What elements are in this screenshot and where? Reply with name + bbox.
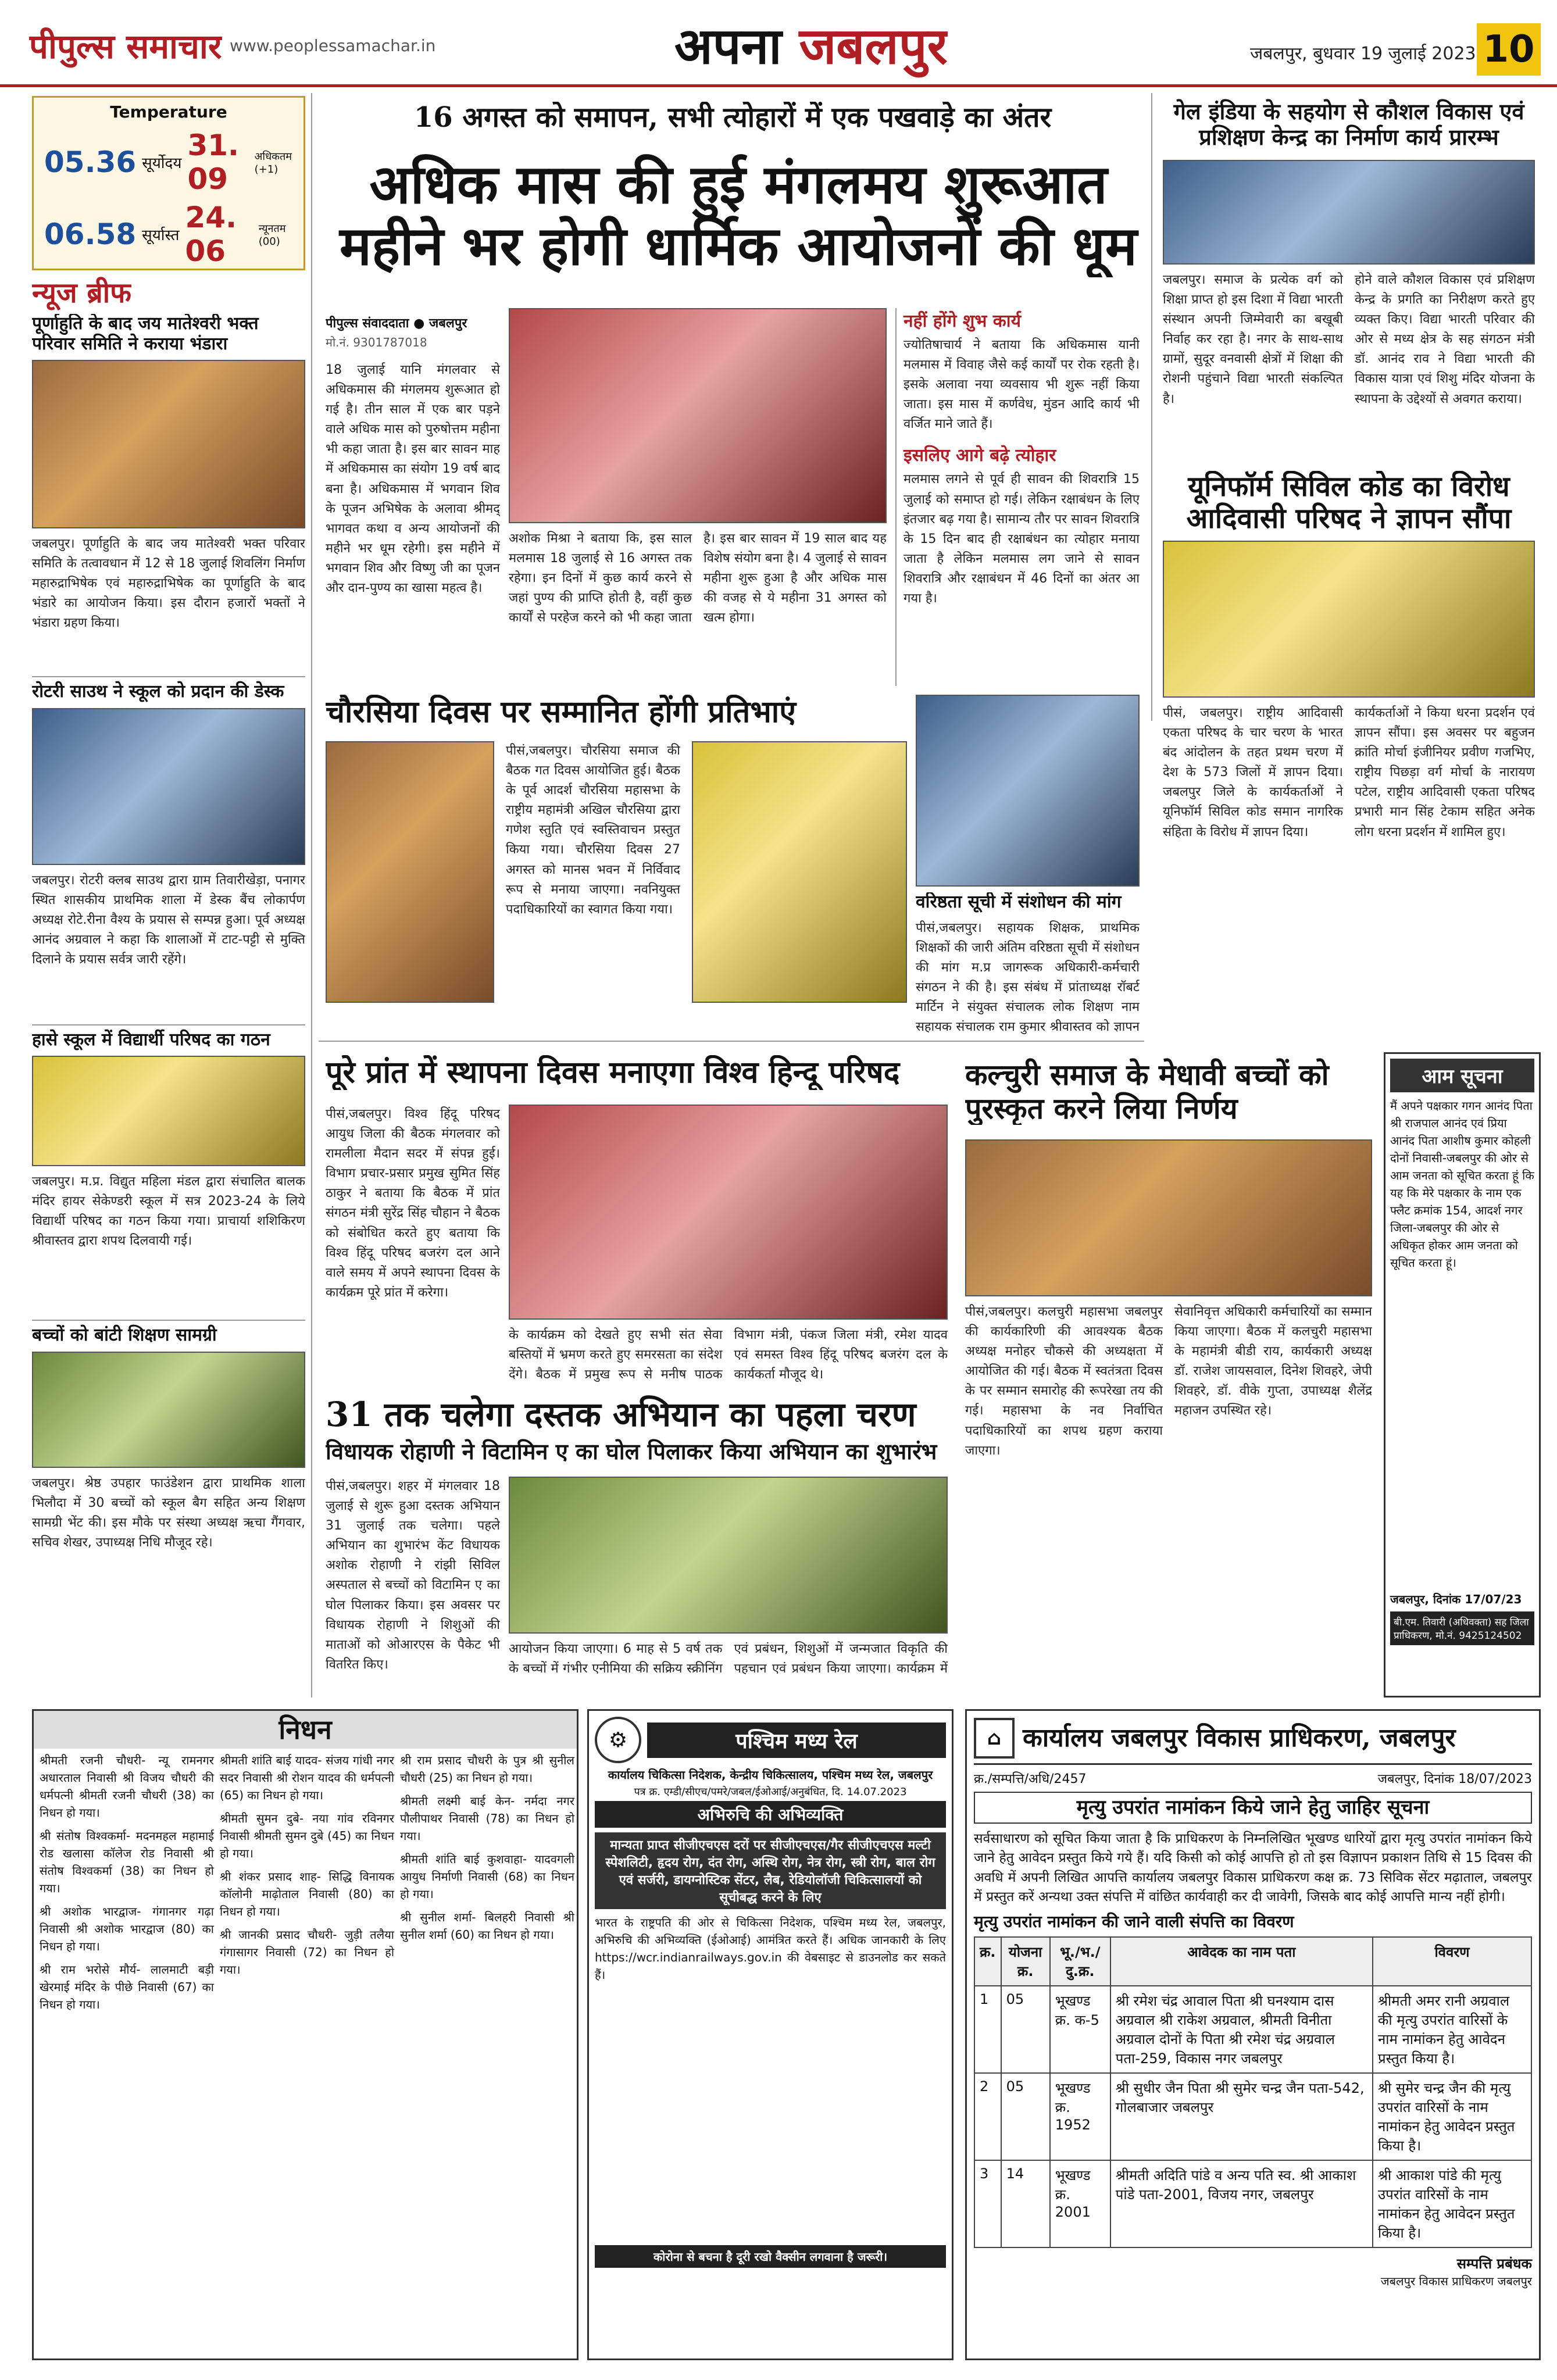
- column-rule: [311, 93, 312, 1698]
- lead-photo: [509, 308, 887, 523]
- max-label: अधिकतम (+1): [254, 150, 292, 176]
- brief-1-body: जबलपुर। पूर्णाहुति के बाद जय मातेश्वरी भक्त परिवार समिति के तत्वावधान में 12 से 18 जुलाई शिवलिंग निर्माण महारुद्राभिषेक एवं महारुद्राभिषेक का पूर्णाहुति के बाद भंडारे का आयोजन किया। इस दौरान हजारों भक्तों ने भंडारा ग्रहण किया।: [32, 537, 305, 631]
- obituaries-col-3: [400, 1752, 574, 1949]
- section-prefix: अपना: [674, 17, 799, 76]
- jda-table-title: मृत्यु उपरांत नामांकन की जाने वाली संपत्ति का विवरण: [974, 1912, 1294, 1932]
- sunset-label: सूर्यास्त: [142, 227, 180, 244]
- varishtata-headline: वरिष्ठता सूची में संशोधन की मांग: [916, 892, 1122, 912]
- section-rule: [319, 1041, 1144, 1042]
- kalchuri-body-2: सेवानिवृत्त अधिकारी कर्मचारियों का सम्मान किया जाएगा। बैठक में कलचुरी महासभा के महामंत्री बीडी राय, कार्यकारी अध्यक्ष डॉ. राजेश जायसवाल, दिनेश शिवहरे, जेपी शिवहरे, डॉ. वीके गुप्ता, उपाध्यक्ष शैलेंद्र महाजन उपस्थित रहे।: [1174, 1305, 1372, 1418]
- table-cell: श्री सुधीर जैन पिता श्री सुमेर चन्द्र जैन पता-542, गोलबाजार जबलपुर: [1110, 2073, 1373, 2160]
- kalchuri-photo: [965, 1139, 1372, 1296]
- min-temp: 24. 06: [185, 201, 237, 268]
- table-body: [974, 1986, 1531, 2247]
- railway-notice-title: अभिरुचि की अभिव्यक्ति: [595, 1801, 946, 1828]
- jda-property-table: [974, 1936, 1532, 2248]
- vhp-photo: [509, 1105, 948, 1320]
- ucc-photo: [1163, 541, 1535, 698]
- dastak-headline: 31 तक चलेगा दस्तक अभियान का पहला चरण: [326, 1395, 916, 1434]
- table-header-row: [974, 1937, 1531, 1986]
- jda-logo-icon: ⌂: [974, 1718, 1015, 1759]
- gail-body: जबलपुर। समाज के प्रत्येक वर्ग को शिक्षा प्राप्त हो इस दिशा में विद्या भारती संस्थान अपनी जिम्मेवारी का बखूबी निर्वाह कर रहा है। नगर के साथ-साथ ग्रामों, सुदूर वनवासी क्षेत्रों में शिक्षा की रोशनी पहुंचाने विद्या भारती संकल्पित है।: [1163, 273, 1343, 406]
- obituaries-title: निधन: [34, 1711, 577, 1749]
- brief-1-headline: पूर्णाहुति के बाद जय मातेश्वरी भक्त परिवार समिति ने कराया भंडारा: [32, 314, 259, 354]
- chaurasia-body: पीसं,जबलपुर। चौरसिया समाज की बैठक गत दिवस आयोजित हुई। बैठक के पूर्व आदर्श चौरसिया महासभा के राष्ट्रीय महामंत्री अखिल चौरसिया द्वारा गणेश स्तुति एवं स्वस्तिवाचन प्रस्तुत किया गया। चौरसिया दिवस 27 अगस्त को मानस भवन में निर्विवाद रूप से मनाया जाएगा। नवनियुक्त पदाधिकारियों का स्वागत किया गया।: [506, 744, 680, 917]
- ucc-body-2: कार्यकर्ताओं ने किया धरना प्रदर्शन एवं ज्ञापन सौंपा। इस अवसर पर बहुजन क्रांति मोर्चा इंजीनियर प्रवीण गजभिए, राष्ट्रीय पिछड़ा वर्ग मोर्चा के नारायण पटेल, राष्ट्रीय आदिवासी एकता परिषद प्रभारी मान सिंह टेकाम सहित अनेक लोग धरना प्रदर्शन में शामिल हुए।: [1355, 706, 1535, 839]
- gail-photo: [1163, 160, 1535, 265]
- section-city: जबलपुर: [799, 17, 948, 76]
- gail-headline: गेल इंडिया के सहयोग से कौशल विकास एवं प्रशिक्षण केन्द्र का निर्माण कार्य प्रारम्भ: [1173, 99, 1524, 150]
- public-notice-title: आम सूचना: [1390, 1059, 1534, 1092]
- brief-2-body: जबलपुर। रोटरी क्लब साउथ द्वारा ग्राम तिवारीखेड़ा, पनागर स्थित शासकीय प्राथमिक शाला में डेस्क बैंच लोकार्पण अध्यक्ष रोटे.रीना वैश्य के प्रयास से सम्पन्न हुआ। पूर्व अध्यक्ष आनंद अग्रवाल ने कहा कि शालाओं में टाट-पट्टी से मुक्ति दिलाने के प्रयास सर्वत्र जारी रहेंगे।: [32, 873, 305, 967]
- brief-1-photo: [32, 360, 305, 528]
- table-header-cell: योजना क्र.: [1001, 1937, 1050, 1986]
- railway-footer: कोरोना से बचना है दूरी रखो वैक्सीन लगवाना है जरूरी।: [595, 2245, 946, 2268]
- brief-4-photo: [32, 1352, 305, 1468]
- lead-byline: पीपुल्स संवाददाता ● जबलपुर: [326, 316, 467, 331]
- dastak-body: पीसं,जबलपुर। शहर में मंगलवार 18 जुलाई से शुरू हुआ दस्तक अभियान 31 जुलाई तक चलेगा। पहले अभियान का शुभारंभ केंट विधायक अशोक रोहाणी ने रांझी सिविल अस्पताल से बच्चों को विटामिन ए का घोल पिलाकर किया। इस अवसर पर विधायक रोहाणी ने शिशुओं की माताओं को ओआरएस के पैकेट भी वितरित किए।: [326, 1479, 500, 1672]
- public-notice-date: जबलपुर, दिनांक 17/07/23: [1390, 1592, 1522, 1606]
- table-cell: श्रीमती अमर रानी अग्रवाल की मृत्यु उपरांत वारिसों के नाम नामांकन हेतु आवेदन प्रस्तुत किया है।: [1373, 1986, 1531, 2073]
- chaurasia-photo-2: [692, 741, 907, 1003]
- issue-date: जबलपुर, बुधवार 19 जुलाई 2023: [1250, 44, 1476, 64]
- table-cell: श्री सुमेर चन्द्र जैन की मृत्यु उपरांत वारिसों के नाम नामांकन हेतु आवेदन प्रस्तुत किया है।: [1373, 2073, 1531, 2160]
- brief-2-headline: रोटरी साउथ ने स्कूल को प्रदान की डेस्क: [32, 676, 305, 702]
- lead-side-head-1: नहीं होंगे शुभ कार्य: [904, 311, 1021, 331]
- table-cell: श्री रमेश चंद्र आवाल पिता श्री घनश्याम दास अग्रवाल श्री राकेश अग्रवाल, श्रीमती विनीता अग्रवाल दोनों के पिता श्री रमेश चंद्र अग्रवाल पता-259, विकास नगर जबलपुर: [1110, 1986, 1373, 2073]
- max-temp: 31. 09: [187, 128, 240, 196]
- public-notice-advocate: बी.एम. तिवारी (अधिवक्ता) सह जिला प्राधिकरण, मो.नं. 9425124502: [1390, 1611, 1534, 1645]
- table-cell: भूखण्ड क्र. क-5: [1050, 1986, 1110, 2073]
- jda-sign-org: जबलपुर विकास प्राधिकरण जबलपुर: [1380, 2274, 1532, 2288]
- vhp-body-2: के कार्यक्रम को देखते हुए सभी संत सेवा बस्तियों में भ्रमण करते हुए समरसता का संदेश देंगे। बैठक में प्रमुख रूप से मनीष पाठक विभाग मंत्री, पंकज जिला मंत्री, रमेश यादव एवं समस्त विश्व हिंदू परिषद बजरंग दल के कार्यकर्ता मौजूद थे।: [509, 1328, 948, 1382]
- obituary-item: श्रीमती शांति बाई यादव- संजय गांधी नगर सदर निवासी श्री रोशन यादव की धर्मपत्नी (65) का निधन हो गया।: [220, 1753, 394, 1802]
- obituaries: [32, 1709, 578, 2360]
- table-header-cell: क्र.: [974, 1937, 1001, 1986]
- dastak-photo: [509, 1477, 948, 1634]
- table-cell: 05: [1001, 2073, 1050, 2160]
- lead-sidebar: [895, 308, 1140, 686]
- brief-3-body: जबलपुर। म.प्र. विद्युत महिला मंडल द्वारा संचालित बालक मंदिर हायर सेकेण्डरी स्कूल में सत्र 2023-24 के लिये विद्यार्थी परिषद का गठन किया गया। प्राचार्या शशिकिरण श्रीवास्तव द्वारा शपथ दिलवायी गई।: [32, 1174, 305, 1249]
- obituary-item: श्रीमती शांति बाई कुशवाहा- यादवगली आयुध निर्माणी निवासी (68) का निधन हो गया।: [400, 1852, 574, 1901]
- news-brief-label: न्यूज ब्रीफ: [32, 277, 132, 309]
- kalchuri-headline: कल्चुरी समाज के मेधावी बच्चों को पुरस्कृत करने लिया निर्णय: [965, 1058, 1329, 1125]
- lead-body-1: 18 जुलाई यानि मंगलवार से अधिकमास की मंगलमय शुरूआत हो गई है। तीन साल में एक बार पड़ने वाले अधिक मास को पुरुषोत्तम महीना भी कहा जाता है। इस बार सावन माह में अधिकमास का संयोग 19 वर्ष बाद बना है। अधिकमास में भगवान शिव के पूजन अभिषेक के अलावा श्रीमद् भागवत कथा व अन्य आयोजनों की महीने भर धूम रहेगी। इस महीने में भगवान शिव और विष्णु जी का पूजन और दान-पुण्य का खासा महत्व है।: [326, 363, 500, 596]
- weather-box: [32, 96, 305, 270]
- obituary-item: श्रीमती सुमन दुबे- नया गांव रविनगर निवासी श्रीमती सुमन दुबे (45) का निधन हो गया।: [220, 1811, 394, 1860]
- table-cell: 14: [1001, 2160, 1050, 2247]
- newspaper-logo: पीपुल्स समाचार: [29, 27, 222, 66]
- table-cell: 1: [974, 1986, 1001, 2073]
- sunrise-time: 05.36: [44, 145, 137, 179]
- brief-4-body: जबलपुर। श्रेष्ठ उपहार फाउंडेशन द्वारा प्राथमिक शाला भिलौदा में 30 बच्चों को स्कूल बैग सहित अन्य शिक्षण सामग्री भेंट की। इस मौके पर संस्था अध्यक्ष ऋचा गैंगवार, सचिव शेखर, उपाध्यक्ष निधि मौजूद रहे।: [32, 1475, 305, 1550]
- weather-title: Temperature: [110, 102, 227, 121]
- railway-logo-icon: ⚙: [595, 1717, 641, 1763]
- brief-3-headline: हासे स्कूल में विद्यार्थी परिषद का गठन: [32, 1024, 305, 1050]
- table-cell: श्रीमती अदिति पांडे व अन्य पति स्व. श्री आकाश पांडे पता-2001, विजय नगर, जबलपुर: [1110, 2160, 1373, 2247]
- table-cell: भूखण्ड क्र. 1952: [1050, 2073, 1110, 2160]
- jda-notice-head: मृत्यु उपरांत नामांकन किये जाने हेतु जाहिर सूचना: [974, 1792, 1532, 1824]
- table-header-cell: आवेदक का नाम पता: [1110, 1937, 1373, 1986]
- gail-body-2: होने वाले कौशल विकास एवं प्रशिक्षण केन्द्र के प्रगति का निरीक्षण करते हुए व्यक्त किए। विद्या भारती परिवार की ओर से मध्य क्षेत्र के सह संगठन मंत्री डॉ. आनंद राव ने विद्या भारती की विकास यात्रा एवं शिशु मंदिर योजना के स्थापना के उद्देश्यों से अवगत कराया।: [1355, 273, 1535, 406]
- table-cell: 3: [974, 2160, 1001, 2247]
- jda-ref: क्र./सम्पत्ति/अधि/2457: [974, 1772, 1087, 1786]
- obituary-item: श्री राम भरोसे मौर्य- लालमाटी बड़ी खेरमाई मंदिर के पीछे निवासी (67) का निधन हो गया।: [40, 1963, 214, 2011]
- obituary-item: श्री संतोष विश्वकर्मा- मदनमहल महामाई रोड खलासा कॉलेज रोड निवासी श्री संतोष विश्वकर्मा (38) का निधन हो गया।: [40, 1829, 214, 1895]
- column-rule-right: [1151, 93, 1152, 721]
- left-column: [32, 314, 305, 1651]
- table-row: [974, 1986, 1531, 2073]
- table-header-cell: भू./भ./ दु.क्र.: [1050, 1937, 1110, 1986]
- min-label: न्यूनतम (00): [258, 222, 286, 248]
- varishtata-body: पीसं,जबलपुर। सहायक शिक्षक, प्राथमिक शिक्षकों की जारी अंतिम वरिष्ठता सूची में संशोधन की मांग म.प्र जागरूक अधिकारी-कर्मचारी संगठन ने की है। इस संबंध में प्रांताध्यक्ष रॉबर्ट मार्टिन ने संयुक्त संचालक लोक शिक्षण नाम सहायक संचालक राम कुमार श्रीवास्तव को ज्ञापन: [916, 921, 1140, 1035]
- lead-headline: अधिक मास की हुई मंगलमय शुरूआत महीने भर होगी धार्मिक आयोजनों की धूम: [340, 154, 1137, 277]
- lead-side-head-2: इसलिए आगे बढ़े त्योहार: [904, 445, 1056, 466]
- railway-body: भारत के राष्ट्रपति की ओर से चिकित्सा निदेशक, पश्चिम मध्य रेल, जबलपुर, अभिरुचि की अभिव्यक्ति (ईओआई) आमंत्रित करते हैं। अधिक जानकारी के लिए https://wcr.indianrailways.gov.in की वेबसाइट से डाउनलोड कर सकते हैं।: [595, 1916, 946, 1982]
- obituary-item: श्री शंकर प्रसाद शाह- सिद्धि विनायक कॉलोनी माढ़ोताल निवासी (80) का निधन हो गया।: [220, 1870, 394, 1918]
- lead-side-body-2: मलमास लगने से पूर्व ही सावन की शिवरात्रि 15 जुलाई को समाप्त हो गई। लेकिन रक्षाबंधन के लिए इंतजार बढ़ गया है। सामान्य तौर पर सावन शिवरात्रि के 15 दिन बाद ही रक्षाबंधन का त्योहार मनाया जाता है लेकिन मलमास लग जाने से सावन शिवरात्रि और रक्षाबंधन में 46 दिनों का अंतर आ गया है।: [904, 472, 1140, 606]
- obituaries-col-1: [40, 1752, 214, 2019]
- obituary-item: श्रीमती लक्ष्मी बाई केन- नर्मदा नगर पौलीपाथर निवासी (78) का निधन हो गया।: [400, 1794, 574, 1843]
- table-cell: 05: [1001, 1986, 1050, 2073]
- ucc-body: पीसं, जबलपुर। राष्ट्रीय आदिवासी एकता परिषद के चार चरण के भारत बंद आंदोलन के तहत प्रथम चरण में देश के 573 जिलों में ज्ञापन दिया। जबलपुर जिले के कार्यकर्ताओं ने यूनिफॉर्म सिविल कोड समान नागरिक संहिता के विरोध में ज्ञापन दिया।: [1163, 706, 1343, 839]
- brief-3-photo: [32, 1056, 305, 1166]
- ucc-headline: यूनिफॉर्म सिविल कोड का विरोध आदिवासी परिषद ने ज्ञापन सौंपा: [1186, 471, 1512, 535]
- table-header-cell: विवरण: [1373, 1937, 1531, 1986]
- jda-sign-title: सम्पत्ति प्रबंधक: [1456, 2255, 1532, 2272]
- obituary-item: श्रीमती रजनी चौधरी- न्यू रामनगर अधारताल निवासी श्री विजय चौधरी की धर्मपत्नी श्रीमती रजनी चौधरी (38) का निधन हो गया।: [40, 1753, 214, 1820]
- jda-date: जबलपुर, दिनांक 18/07/2023: [1377, 1772, 1532, 1786]
- jda-notice: [965, 1709, 1541, 2360]
- varishtata-photo: [916, 695, 1140, 887]
- vhp-body: पीसं,जबलपुर। विश्व हिंदू परिषद आयुध जिला की बैठक मंगलवार को रामलीला मैदान सदर में संपन्न हुई। विभाग प्रचार-प्रसार प्रमुख सुमित सिंह ठाकुर ने बताया कि बैठक में प्रांत संगठन मंत्री सुरेंद्र सिंह चौहान ने बैठक को संबोधित करते हुए बताया कि विश्व हिंदू परिषद बजरंग दल आने वाले समय में अपने स्थापना दिवस के कार्यक्रम पूरे प्रांत में करेगा।: [326, 1107, 500, 1300]
- table-row: [974, 2073, 1531, 2160]
- railway-office: कार्यालय चिकित्सा निदेशक, केन्द्रीय चिकित्सालय, पश्चिम मध्य रेल, जबलपुर: [608, 1768, 933, 1782]
- railway-title: पश्चिम मध्य रेल: [647, 1723, 946, 1758]
- jda-title: कार्यालय जबलपुर विकास प्राधिकरण, जबलपुर: [1023, 1723, 1456, 1753]
- kalchuri-body: पीसं,जबलपुर। कलचुरी महासभा जबलपुर की कार्यकारिणी की आवश्यक बैठक अध्यक्ष मनोहर चौकसे की अध्यक्षता में आयोजित की गई। बैठक में स्वतंत्रता दिवस के पर सम्मान समारोह की रूपरेखा तय की गई। महासभा के नव निर्वाचित पदाधिकारियों का शपथ ग्रहण कराया जाएगा।: [965, 1305, 1163, 1458]
- sunrise-label: सूर्योदय: [142, 155, 182, 172]
- website-url[interactable]: www.peoplessamachar.in: [230, 36, 436, 55]
- table-row: [974, 2160, 1531, 2247]
- dastak-body-2: आयोजन किया जाएगा। 6 माह से 5 वर्ष तक के बच्चों में गंभीर एनीमिया की सक्रिय स्क्रीनिंग एवं प्रबंधन, शिशुओं में जन्मजात विकृति की पहचान एवं प्रबंधन किया जाएगा। कार्यक्रम में: [509, 1642, 948, 1677]
- railway-notice: [587, 1709, 954, 2360]
- obituaries-col-2: [220, 1752, 394, 1984]
- lead-mobile: मो.नं. 9301787018: [326, 335, 427, 349]
- obituary-item: श्री अशोक भारद्वाज- गंगानगर गढ़ा निवासी श्री अशोक भारद्वाज (80) का निधन हो गया।: [40, 1904, 214, 1953]
- jda-notice-body: सर्वसाधारण को सूचित किया जाता है कि प्राधिकरण के निम्नलिखित भूखण्ड धारियों द्वारा मृत्यु उपरांत नामांकन किये जाने हेतु आवेदन प्रस्तुत किये गये हैं। यदि किसी को कोई आपत्ति हो तो इस विज्ञापन प्रकाशन तिथि से 15 दिवस की अवधि में अपनी लिखित आपत्ति कार्यालय जबलपुर विकास प्राधिकरण कक्ष क्र. 73 सिविक सेंटर मढ़ाताल, जबलपुर में प्रस्तुत करें अन्यथा उक्त संपत्ति में वांछित कार्यवाही कर दी जावेगी, जिसके बाद कोई आपत्ति मान्य नहीं होगी।: [974, 1831, 1532, 1905]
- table-cell: श्री आकाश पांडे की मृत्यु उपरांत वारिसों के नाम नामांकन हेतु आवेदन प्रस्तुत किया है।: [1373, 2160, 1531, 2247]
- lead-body-2: अशोक मिश्रा ने बताया कि, इस साल मलमास 18 जुलाई से 16 अगस्त तक रहेगा। इन दिनों में कुछ कार्य करने से जहां पुण्य की प्राप्ति होती है, वहीं कुछ कार्यों से परहेज करने को भी कहा जाता है। इस बार सावन में 19 साल बाद यह विशेष संयोग बना है। 4 जुलाई से सावन महीना शुरू हुआ है और अधिक मास की वजह से ये महीना 31 अगस्त को खत्म होगा।: [509, 531, 887, 626]
- public-notice: [1384, 1052, 1541, 1698]
- table-cell: भूखण्ड क्र. 2001: [1050, 2160, 1110, 2247]
- table-cell: 2: [974, 2073, 1001, 2160]
- chaurasia-headline: चौरसिया दिवस पर सम्मानित होंगी प्रतिभाएं: [326, 695, 797, 730]
- sunset-time: 06.58: [44, 217, 137, 251]
- railway-ref: पत्र क्र. एम्डी/सीएच/पमरे/जबल/ईओआई/अनुबंधित, दि. 14.07.2023: [634, 1786, 907, 1798]
- brief-2-photo: [32, 708, 305, 865]
- obituary-item: श्री सुनील शर्मा- बिलहरी निवासी श्री सुनील शर्मा (60) का निधन हो गया।: [400, 1910, 574, 1942]
- obituary-item: श्री राम प्रसाद चौधरी के पुत्र श्री सुनील चौधरी (25) का निधन हो गया।: [400, 1753, 574, 1785]
- lead-side-body-1: ज्योतिषाचार्य ने बताया कि अधिकमास यानी मलमास में विवाह जैसे कई कार्यों पर रोक रहती है। इसके अलावा नया व्यवसाय भी शुरू नहीं किया जाता। इस मास में कर्णवेध, मुंडन आदि कार्य भी वर्जित माने जाते हैं।: [904, 338, 1140, 432]
- vhp-headline: पूरे प्रांत में स्थापना दिवस मनाएगा विश्व हिन्दू परिषद: [326, 1055, 900, 1090]
- chaurasia-photo-1: [326, 741, 494, 1003]
- section-title: [674, 10, 948, 78]
- public-notice-body: मैं अपने पक्षकार गगन आनंद पिता श्री राजपाल आनंद एवं प्रिया आनंद पिता आशीष कुमार कोहली दोनों निवासी-जबलपुर की ओर से आम जनता को सूचित करता हूं कि यह कि मेरे पक्षकार के नाम एक फ्लैट क्रमांक 154, आदर्श नगर जिला-जबलपुर की ओर से अधिकृत होकर आम जनता को सूचित करता हूं।: [1390, 1099, 1534, 1270]
- obituary-item: श्री जानकी प्रसाद चौधरी- जुड़ी तलैया गंगासागर निवासी (72) का निधन हो गया।: [220, 1928, 394, 1977]
- dastak-subheadline: विधायक रोहाणी ने विटामिन ए का घोल पिलाकर किया अभियान का शुभारंभ: [326, 1439, 937, 1464]
- railway-notice-sub: मान्यता प्राप्त सीजीएचएस दरों पर सीजीएचएस/गैर सीजीएचएस मल्टी स्पेशलिटी, हृदय रोग, दंत रोग, अस्थि रोग, नेत्र रोग, स्त्री रोग, बाल रोग एवं सर्जरी, डायग्नोस्टिक सेंटर, लैब, रेडियोलॉजी चिकित्सालयों को सूचीबद्ध करने के लिए: [595, 1832, 946, 1909]
- brief-4-headline: बच्चों को बांटी शिक्षण सामग्री: [32, 1320, 305, 1346]
- lead-kicker: 16 अगस्त को समापन, सभी त्योहारों में एक पखवाड़े का अंतर: [413, 102, 1052, 134]
- page-number: 10: [1477, 23, 1541, 76]
